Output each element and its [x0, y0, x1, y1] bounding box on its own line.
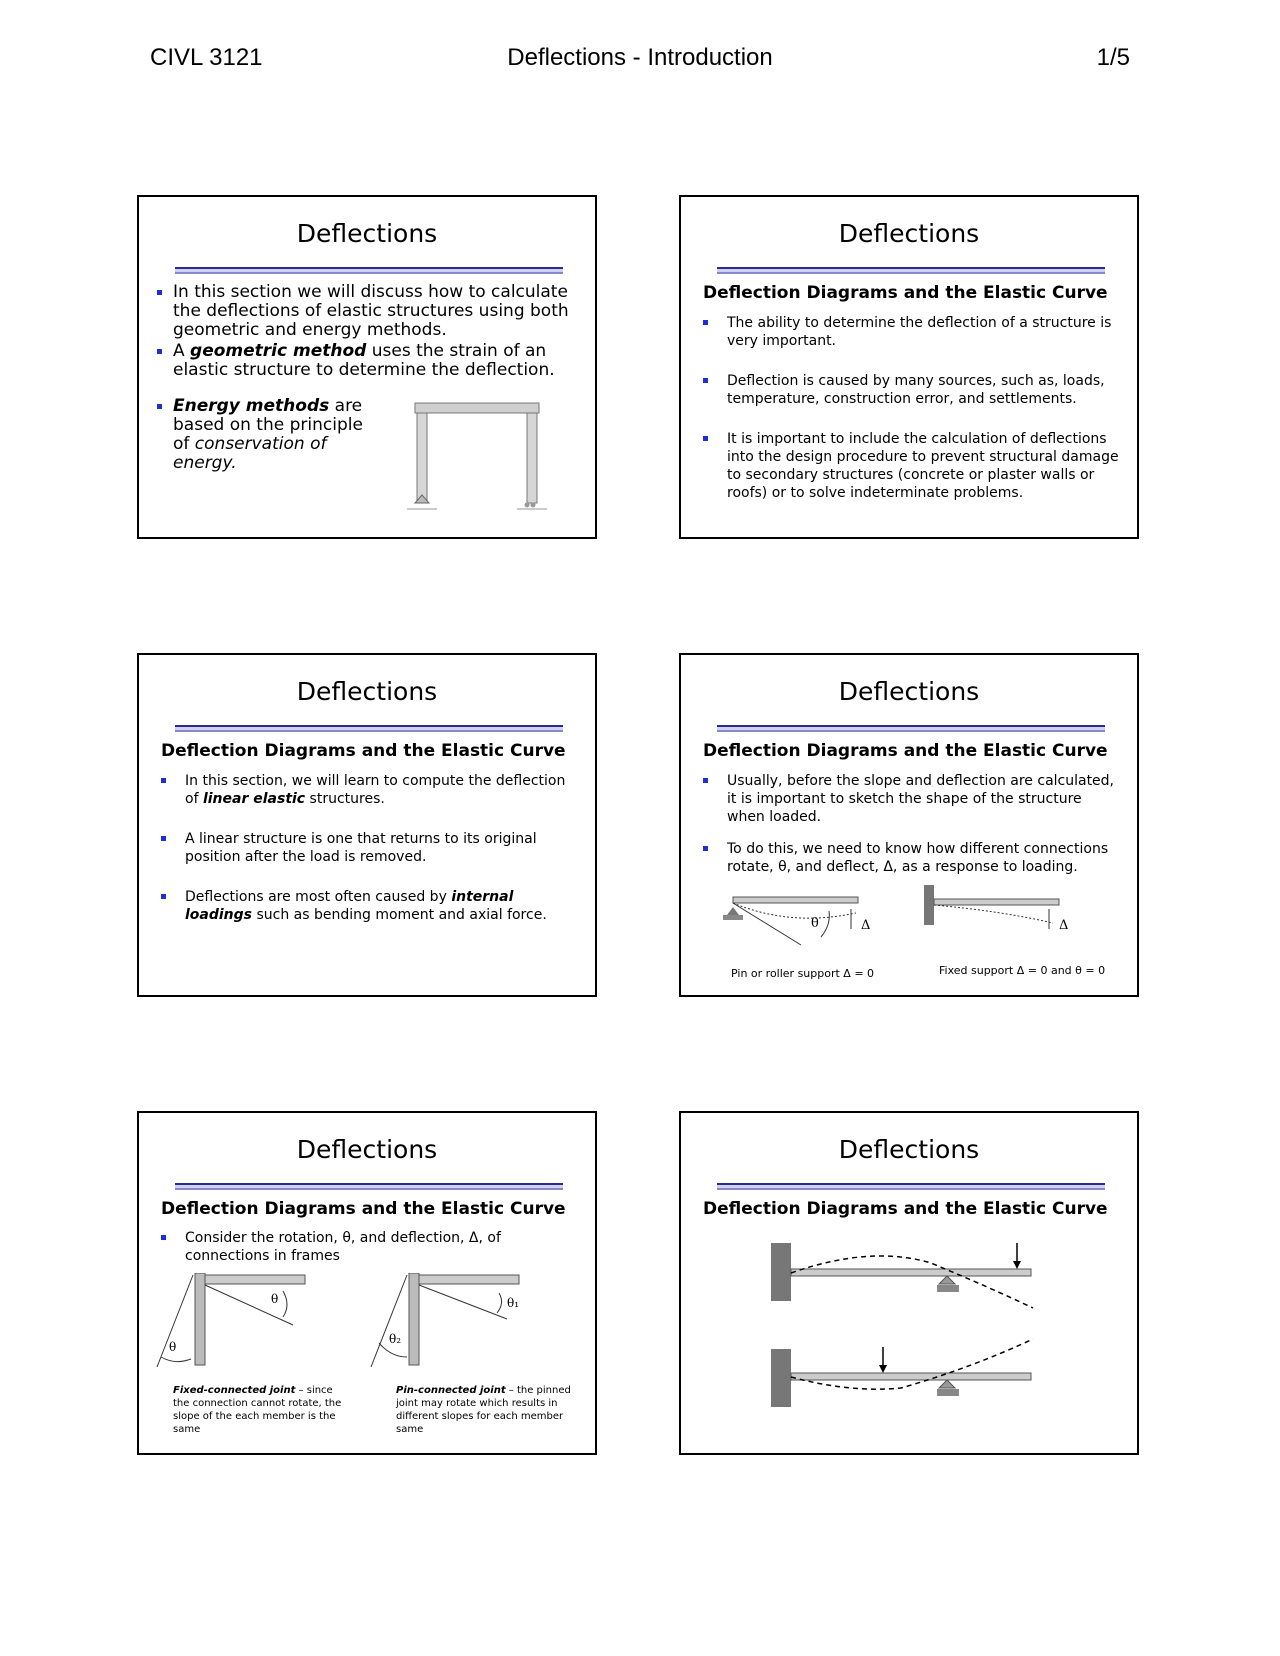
- document-title: Deflections - Introduction: [507, 44, 773, 71]
- title-rule: [717, 725, 1105, 732]
- theta1-label: θ₁: [507, 1296, 520, 1310]
- list-item: The ability to determine the deflection of a structure is very important.: [703, 314, 1123, 350]
- slide-4: [679, 653, 1139, 997]
- slide-subtitle: Deflection Diagrams and the Elastic Curve: [703, 1199, 1108, 1219]
- slide-subtitle: Deflection Diagrams and the Elastic Curve: [703, 283, 1108, 303]
- fixed-joint-diagram: [153, 1273, 323, 1383]
- page-number: 1/5: [1096, 44, 1130, 71]
- list-item: In this section we will discuss how to calculate the deflections of elastic structures using both geometric and energy methods.: [139, 283, 569, 340]
- fixed-joint-caption: Fixed-connected joint – since the connection cannot rotate, the slope of the each member is the same: [173, 1385, 342, 1435]
- delta-label: Δ: [861, 918, 871, 933]
- title-rule: [175, 1183, 563, 1190]
- caption-fixed-support: Fixed support Δ = 0 and θ = 0: [939, 964, 1106, 977]
- elastic-curve-diagram: [771, 1243, 1051, 1443]
- delta-label: Δ: [1059, 918, 1069, 933]
- slide-subtitle: Deflection Diagrams and the Elastic Curve: [703, 741, 1108, 761]
- slide-3: [137, 653, 597, 997]
- title-rule: [717, 1183, 1105, 1190]
- theta2-label: θ₂: [389, 1332, 402, 1346]
- slide-1: [137, 195, 597, 539]
- slide-title: Deflections: [838, 677, 980, 706]
- slide-subtitle: Deflection Diagrams and the Elastic Curve: [161, 1199, 566, 1219]
- slide-title: Deflections: [296, 677, 438, 706]
- slide-title: Deflections: [838, 219, 980, 248]
- list-item: Energy methods are based on the principle of conservation of energy.: [139, 397, 379, 473]
- list-item: A linear structure is one that returns to its original position after the load is removed.: [161, 830, 581, 866]
- list-item: A geometric method uses the strain of an elastic structure to determine the deflection.: [139, 342, 569, 380]
- title-rule: [717, 267, 1105, 274]
- list-item: Deflection is caused by many sources, such as, loads, temperature, construction error, and settlements.: [703, 372, 1123, 408]
- portal-frame-illustration: [407, 397, 547, 517]
- slide-6: [679, 1111, 1139, 1455]
- list-item: Consider the rotation, θ, and deflection, Δ, of connections in frames: [161, 1229, 521, 1265]
- theta-label: θ: [169, 1340, 177, 1354]
- theta-label: θ: [811, 916, 819, 931]
- title-rule: [175, 267, 563, 274]
- theta-label: θ: [271, 1292, 279, 1306]
- slide-5: [137, 1111, 597, 1455]
- title-rule: [175, 725, 563, 732]
- slide-title: Deflections: [838, 1135, 980, 1164]
- slide-2: [679, 195, 1139, 539]
- pin-joint-caption: Pin-connected joint – the pinned joint may rotate which results in different slopes for each member same: [396, 1385, 571, 1435]
- slide-subtitle: Deflection Diagrams and the Elastic Curve: [161, 741, 566, 761]
- list-item: Usually, before the slope and deflection are calculated, it is important to sketch the shape of the structure when loaded.: [703, 772, 1123, 826]
- list-item: To do this, we need to know how different connections rotate, θ, and deflect, Δ, as a response to loading.: [703, 840, 1123, 876]
- slide-title: Deflections: [296, 1135, 438, 1164]
- pin-joint-diagram: [367, 1273, 537, 1383]
- support-deflection-diagram: [721, 885, 1101, 955]
- caption-pin-support: Pin or roller support Δ = 0: [731, 967, 875, 980]
- list-item: It is important to include the calculation of deflections into the design procedure to prevent structural damage to secondary structures (concrete or plaster walls or roofs) or to solve indeterminate problems.: [703, 430, 1123, 502]
- list-item: In this section, we will learn to compute the deflection of linear elastic structures.: [161, 772, 581, 808]
- slide-title: Deflections: [296, 219, 438, 248]
- course-code: CIVL 3121: [150, 44, 263, 71]
- list-item: Deflections are most often caused by internal loadings such as bending moment and axial force.: [161, 888, 581, 924]
